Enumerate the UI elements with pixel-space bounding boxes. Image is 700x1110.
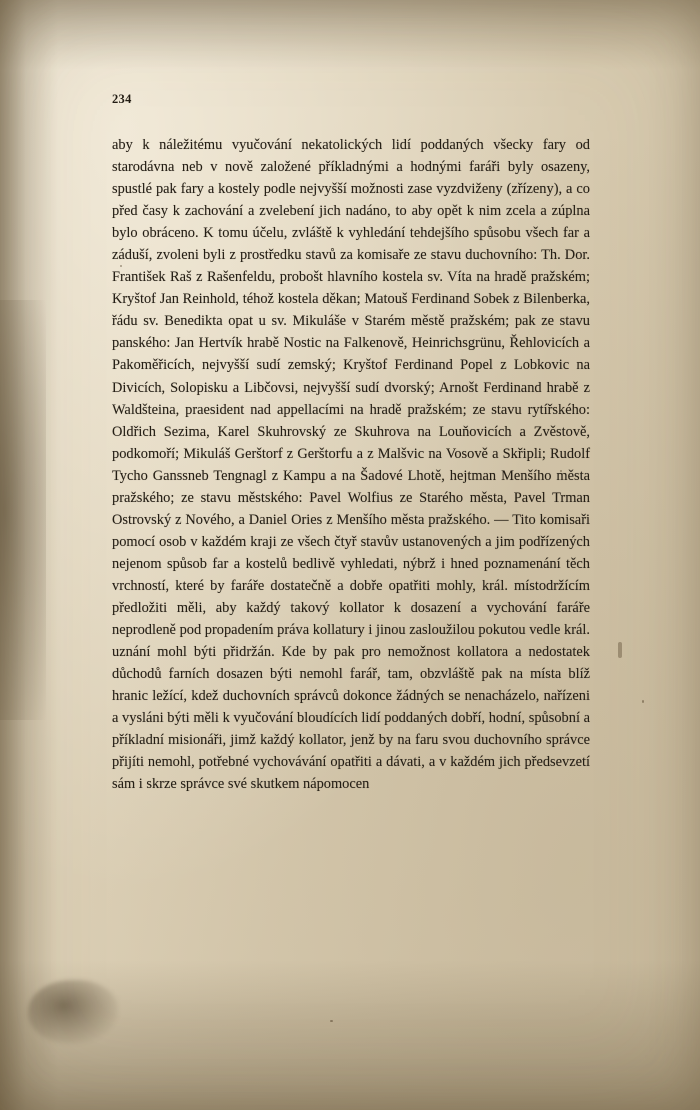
page-left-shading xyxy=(0,0,58,1110)
paper-stain-corner xyxy=(28,980,118,1044)
page-number: 234 xyxy=(112,92,132,106)
page-top-shading xyxy=(0,0,700,70)
page-bottom-shading xyxy=(0,960,700,1110)
body-paragraph: aby k náležitému vyučování nekatolických lidí poddaných všecky fary od starodávna neb v nově založené příkladnými a hodnými faráři byly osazeny, spustlé pak fary a kostely podle nejvyšší možnosti zase vyzdviženy (zřízeny), a co před časy k zachování a zvelebení jich nadáno, to aby opět k nim zcela a zúplna bylo obráceno. K tomu účelu, zvláště k vyhledání tehdejšího spůsobu všech far a záduší, zvoleni byli z prostředku stavů za komisaře ze stavu duchovního: Th. Dor. František Raš z Rašenfeldu, probošt hlavního kostela sv. Víta na hradě pražském; Kryštof Jan Reinhold, téhož kostela děkan; Matouš Ferdinand Sobek z Bilenberka, řádu sv. Benedikta opat u sv. Mikuláše v Starém městě pražském; pak ze stavu panského: Jan Hertvík hrabě Nostic na Falkenově, Heinrichsgrünu, Řehlovicích a Pakoměřicích, nejvyšší sudí zemský; Kryštof Ferdinand Popel z Lobkovic na Divicích, Solopisku a Libčovsi, nejvyšší sudí dvorský; Arnošt Ferdinand hrabě z Waldšteina, praesident nad appellacími na hradě pražském; ze stavu rytířského: Oldřich Sezima, Karel Skuhrovský ze Skuhrova na Louňovicích a Zvěstově, podkomoří; Mikuláš Gerštorf z Gerštorfu a z Malšvic na Vosově a Skřipli; Rudolf Tycho Ganssneb Tengnagl z Kampu a na Šadové Lhotě, hejtman Menšího města pražského; ze stavu městského: Pavel Wolfius ze Starého města, Pavel Trman Ostrovský z Nového, a Daniel Ories z Menšího města pražského. — Tito komisaři pomocí osob v každém kraji ze všech čtyř stavův ustanovených a jim podřízených nejenom spůsob far a kostelů bedlivě vyhledati, nýbrž i hned poznamenání těch vrchností, které by faráře dostatečně a dobře opatřiti mohly, král. místodržícím předložiti měli, aby každý takový kollator k dosazení a vychování faráře neprodleně pod propadením práva kollatury i jinou zasloužilou pokutou vedle král. uznání mohl býti přidržán. Kde by pak pro nemožnost kollatora a nedostatek důchodů farních dosazen býti nemohl farář, tam, obzvláště pak na místa blíž hranic ležící, kdež duchovních správců dokonce žádných se nenacházelo, nařízeni a vysláni býti měli k vyučování bloudících lidí poddaných dobří, hodní, spůsobní a příkladní misionáři, jimž každý kollator, jenž by na faru svou duchovního správce přijíti nemohl, potřebné vychovávání opatřiti a dávati, a v každém jich předsevzetí sám i skrze správce své skutkem nápomocen xyxy=(112,137,590,793)
paper-stain-left xyxy=(0,300,46,720)
paper-speck xyxy=(330,1020,333,1022)
paper-speck xyxy=(642,700,644,703)
body-text-block xyxy=(112,134,590,795)
margin-ink-mark xyxy=(618,642,622,658)
